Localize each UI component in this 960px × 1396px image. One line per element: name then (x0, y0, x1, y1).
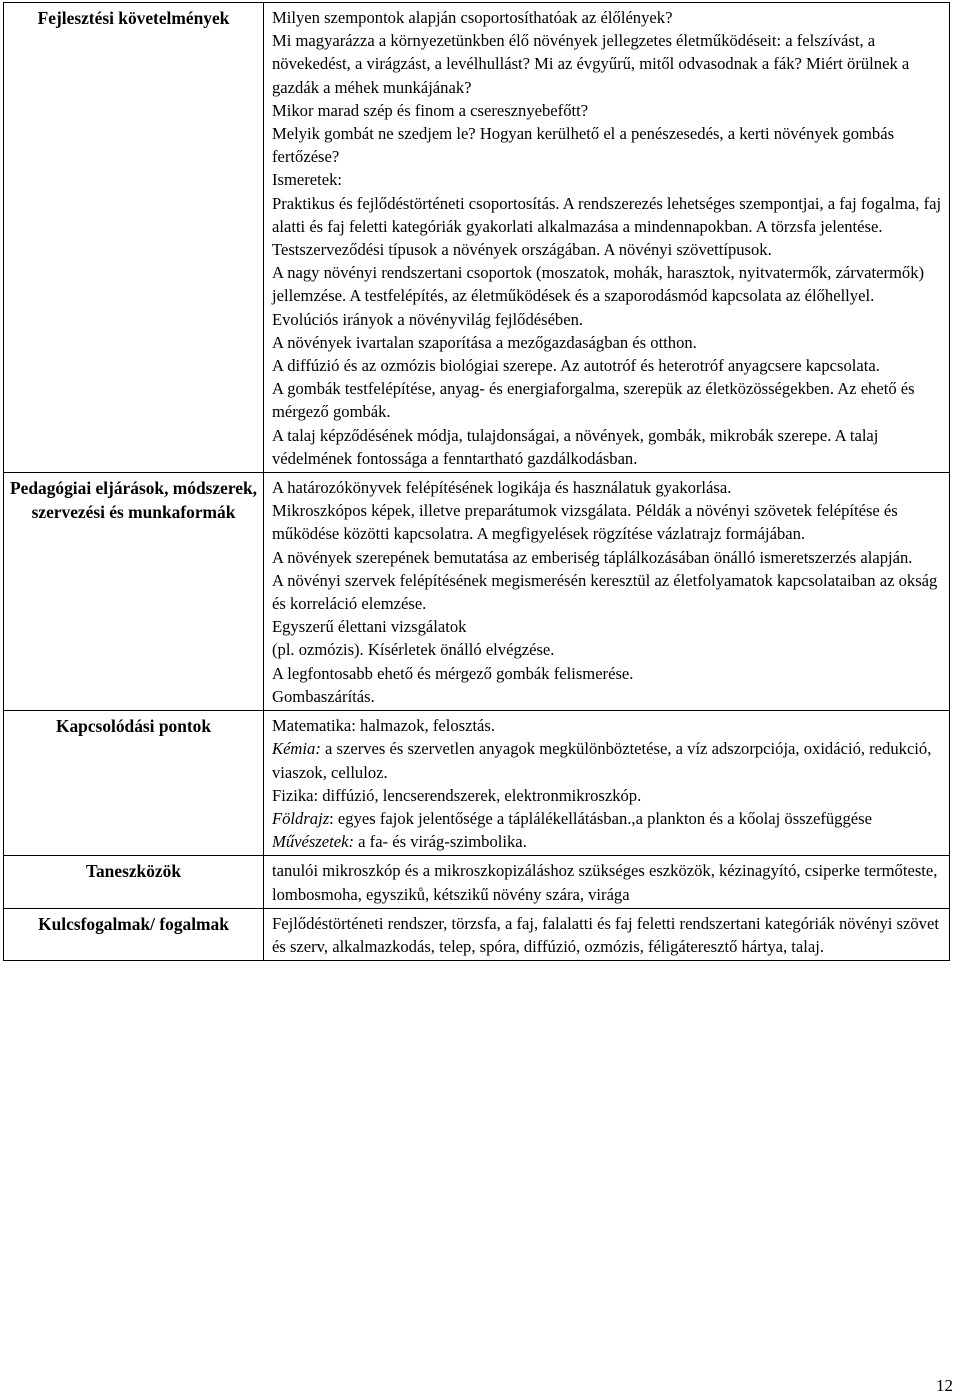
page-number: 12 (936, 1376, 953, 1395)
text-line: A növények szerepének bemutatása az emberiség táplálkozásában önálló ismeretszerzés alapján. (272, 547, 913, 567)
text-line: Egyszerű élettani vizsgálatok (272, 617, 467, 637)
content-taneszkozok: tanulói mikroszkóp és a mikroszkopizáláshoz szükséges eszközök, kézinagyító, csiperke termőteste, lombosmoha, egysziků, kétszikű növény szára, virága (264, 856, 950, 908)
text-line: Gombaszárítás. (272, 686, 375, 706)
connection-item (272, 737, 943, 783)
text-line: Testszerveződési típusok a növények országában. A növényi szövettípusok. (272, 240, 772, 260)
connection-subject: Művészetek: (272, 832, 354, 852)
connection-text: halmazok, felosztás. (355, 716, 496, 736)
connection-item (272, 784, 943, 807)
connection-subject: Földrajz (272, 808, 330, 828)
content-pedagogiai (264, 473, 950, 711)
content-kulcsfogalmak: Fejlődéstörténeti rendszer, törzsfa, a faj, falalatti és faj feletti rendszertani kategóriák növényi szövet és szerv, alkalmazkodás, telep, spóra, diffúzió, ozmózis, féligáteresztő hártya, talaj. (264, 908, 950, 960)
connection-subject: Matematika: (272, 716, 356, 736)
connection-item (272, 830, 943, 853)
connection-text: a fa- és virág-szimbolika. (354, 832, 527, 852)
text-line: Ismeretek: (272, 170, 343, 190)
row-kapcsolodasi (4, 711, 950, 856)
connection-text: a szerves és szervetlen anyagok megkülönböztetése, a víz adszorpciója, oxidáció, redukció, viaszok, celluloz. (272, 739, 932, 782)
connection-subject: Fizika: (272, 785, 319, 805)
row-kulcsfogalmak (4, 908, 950, 960)
text-line: A növények ivartalan szaporítása a mezőgazdaságban és otthon. (272, 332, 697, 352)
text-line: Melyik gombát ne szedjem le? Hogyan kerülhető el a penészesedés, a kerti növények gombás fertőzése? (272, 124, 895, 167)
text-line: A nagy növényi rendszertani csoportok (moszatok, mohák, harasztok, nyitvatermők, zárvatermők) jellemzése. A testfelépítés, az életműködések és a szaporodásmód kapcsolata az élőhellyel. Evolúciós irányok a növényvilág fejlődésében. (272, 263, 925, 329)
connection-subject: Kémia: (272, 739, 321, 759)
text-line: A talaj képződésének módja, tulajdonságai, a növények, gombák, mikrobák szerepe. A talaj védelmének fontossága a fenntartható gazdálkodásban. (272, 425, 879, 468)
row-fejlesztesi (4, 3, 950, 473)
text-line: A legfontosabb ehető és mérgező gombák felismerése. (272, 663, 634, 683)
text-line: A határozókönyvek felépítésének logikája és használatuk gyakorlása. (272, 478, 732, 498)
curriculum-table (3, 2, 950, 961)
label-fejlesztesi: Fejlesztési követelmények (4, 3, 264, 473)
label-kulcsfogalmak: Kulcsfogalmak/ fogalmak (4, 908, 264, 960)
connection-text: : egyes fajok jelentősége a táplálékellátásban.,a plankton és a kőolaj összefüggése (329, 808, 872, 828)
text-line: Mikroszkópos képek, illetve preparátumok vizsgálata. Példák a növényi szövetek felépítése és működése közötti kapcsolatra. A megfigyelések rögzítése vázlatrajz formájában. (272, 501, 898, 544)
content-kapcsolodasi (264, 711, 950, 856)
connection-item (272, 714, 943, 737)
connection-text: diffúzió, lencserendszerek, elektronmikroszkóp. (318, 785, 642, 805)
row-taneszkozok (4, 856, 950, 908)
text-line: A gombák testfelépítése, anyag- és energiaforgalma, szerepük az életközösségekben. Az ehető és mérgező gombák. (272, 379, 915, 422)
text-line: A diffúzió és az ozmózis biológiai szerepe. Az autotróf és heterotróf anyagcsere kapcsolata. (272, 356, 880, 376)
row-pedagogiai (4, 473, 950, 711)
text-line: A növényi szervek felépítésének megismerésén keresztül az életfolyamatok kapcsolataiban az okság és korreláció elemzése. (272, 570, 938, 614)
text-line: Praktikus és fejlődéstörténeti csoportosítás. A rendszerezés lehetséges szempontjai, a faj fogalma, faj alatti és faj feletti kategóriák gyakorlati alkalmazása a mindennapokban. A törzsfa jelentése. (272, 193, 942, 236)
text-line: Milyen szempontok alapján csoportosíthatóak az élőlények? (272, 8, 673, 27)
label-pedagogiai: Pedagógiai eljárások, módszerek, szervezési és munkaformák (4, 473, 264, 711)
content-fejlesztesi (264, 3, 950, 473)
label-kapcsolodasi: Kapcsolódási pontok (4, 711, 264, 856)
connection-item (272, 807, 943, 830)
text-line: Mikor marad szép és finom a cseresznyebefőtt? (272, 100, 589, 120)
label-taneszkozok: Taneszközök (4, 856, 264, 908)
text-line: Mi magyarázza a környezetünkben élő növények jellegzetes életműködéseit: a felszívást, a növekedést, a virágzást, a levélhullást? Mi az évgyűrű, mitől odvasodnak a fák? Miért örülnek a gazdák a méhek munkájának? (272, 31, 910, 97)
text-line: (pl. ozmózis). Kísérletek önálló elvégzése. (272, 640, 555, 660)
